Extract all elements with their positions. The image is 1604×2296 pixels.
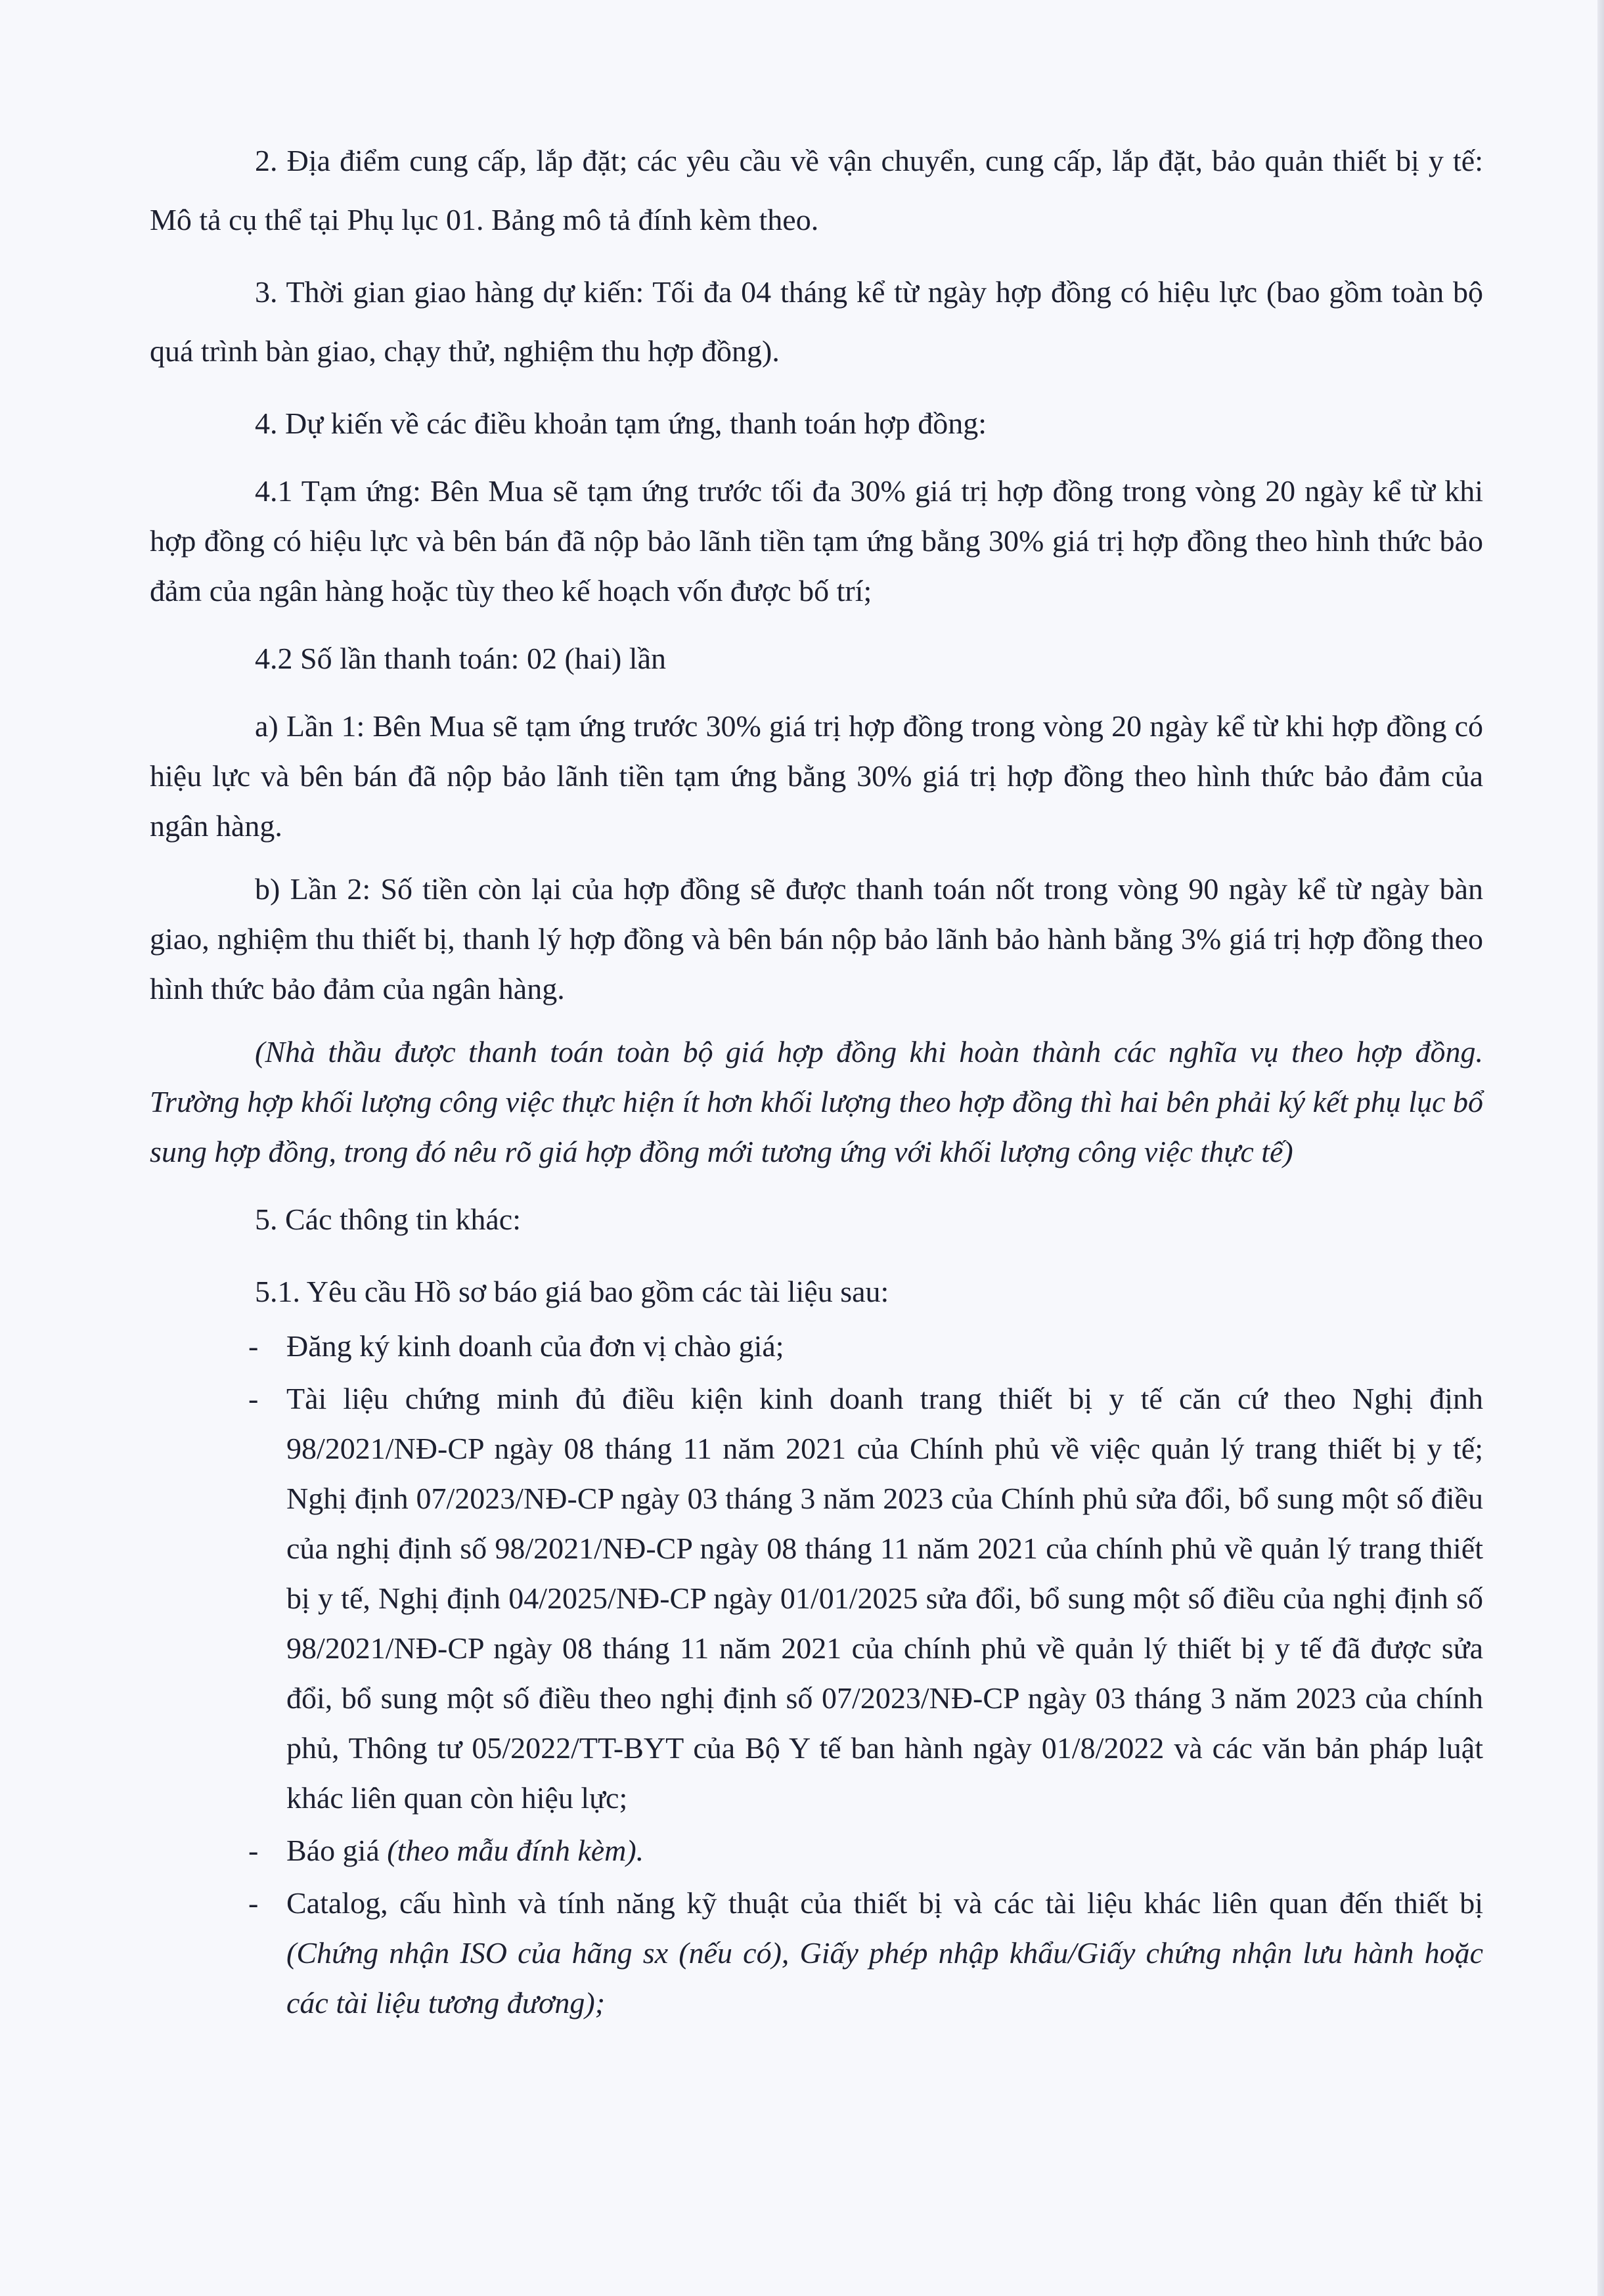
list-item	[150, 1826, 1483, 1876]
section-4-2-payment-count: 4.2 Số lần thanh toán: 02 (hai) lần	[255, 642, 666, 675]
section-5-other-info: 5. Các thông tin khác:	[255, 1203, 521, 1236]
req-business-registration: Đăng ký kinh doanh của đơn vị chào giá;	[286, 1329, 784, 1363]
section-4-2-b-second-payment: b) Lần 2: Số tiền còn lại của hợp đồng sẽ được thanh toán nốt trong vòng 90 ngày kể từ ngày bàn giao, nghiệm thu thiết bị, thanh lý hợp đồng và bên bán nộp bảo lãnh bảo hành bằng 3% giá trị hợp đồng theo hình thức bảo đảm của ngân hàng.	[150, 872, 1483, 1005]
section-2-delivery-location: 2. Địa điểm cung cấp, lắp đặt; các yêu cầu về vận chuyển, cung cấp, lắp đặt, bảo quản thiết bị y tế: Mô tả cụ thể tại Phụ lục 01. Bảng mô tả đính kèm theo.	[150, 144, 1483, 236]
dash-bullet: -	[248, 1834, 259, 1867]
list-item	[150, 1878, 1483, 2028]
req-eligibility-documents: Tài liệu chứng minh đủ điều kiện kinh doanh trang thiết bị y tế căn cứ theo Nghị định 98/2021/NĐ-CP ngày 08 tháng 11 năm 2021 của Chính phủ về việc quản lý trang thiết bị y tế; Nghị định 07/2023/NĐ-CP ngày 03 tháng 3 năm 2023 của Chính phủ sửa đổi, bổ sung một số điều của nghị định số 98/2021/NĐ-CP ngày 08 tháng 11 năm 2021 của chính phủ về quản lý trang thiết bị y tế, Nghị định 04/2025/NĐ-CP ngày 01/01/2025 sửa đổi, bổ sung một số điều của nghị định số 98/2021/NĐ-CP ngày 08 tháng 11 năm 2021 của chính phủ về quản lý thiết bị y tế đã được sửa đổi, bổ sung một số điều theo nghị định số 07/2023/NĐ-CP ngày 03 tháng 3 năm 2023 của chính phủ, Thông tư 05/2022/TT-BYT của Bộ Y tế ban hành ngày 01/8/2022 và các văn bản pháp luật khác liên quan còn hiệu lực;	[286, 1382, 1483, 1815]
scan-edge	[1597, 0, 1604, 2296]
document-page	[150, 131, 1483, 2028]
req-quotation-note: (theo mẫu đính kèm).	[387, 1834, 644, 1867]
section-3-delivery-time: 3. Thời gian giao hàng dự kiến: Tối đa 04 tháng kể từ ngày hợp đồng có hiệu lực (bao gồm toàn bộ quá trình bàn giao, chạy thử, nghiệm thu hợp đồng).	[150, 275, 1483, 368]
section-4-2-a-first-payment: a) Lần 1: Bên Mua sẽ tạm ứng trước 30% giá trị hợp đồng trong vòng 20 ngày kể từ khi hợp đồng có hiệu lực và bên bán đã nộp bảo lãnh tiền tạm ứng bằng 30% giá trị hợp đồng theo hình thức bảo đảm của ngân hàng.	[150, 709, 1483, 843]
section-4-payment-terms-heading: 4. Dự kiến về các điều khoản tạm ứng, thanh toán hợp đồng:	[255, 407, 987, 440]
list-item	[150, 1321, 1483, 1371]
req-catalog-prefix: Catalog, cấu hình và tính năng kỹ thuật của thiết bị và các tài liệu khác liên quan đến thiết bị	[286, 1886, 1483, 1920]
dash-bullet: -	[248, 1329, 259, 1363]
section-5-1-quote-requirements: 5.1. Yêu cầu Hồ sơ báo giá bao gồm các tài liệu sau:	[255, 1275, 889, 1308]
required-documents-list	[150, 1321, 1483, 2028]
req-quotation-prefix: Báo giá	[286, 1834, 388, 1867]
list-item	[150, 1374, 1483, 1823]
req-catalog-note: (Chứng nhận ISO của hãng sx (nếu có), Giấy phép nhập khẩu/Giấy chứng nhận lưu hành hoặc các tài liệu tương đương);	[286, 1936, 1483, 2020]
dash-bullet: -	[248, 1382, 259, 1415]
payment-note: (Nhà thầu được thanh toán toàn bộ giá hợp đồng khi hoàn thành các nghĩa vụ theo hợp đồng. Trường hợp khối lượng công việc thực hiện ít hơn khối lượng theo hợp đồng thì hai bên phải ký kết phụ lục bổ sung hợp đồng, trong đó nêu rõ giá hợp đồng mới tương ứng với khối lượng công việc thực tế)	[150, 1035, 1483, 1168]
section-4-1-advance-payment: 4.1 Tạm ứng: Bên Mua sẽ tạm ứng trước tối đa 30% giá trị hợp đồng trong vòng 20 ngày kể từ khi hợp đồng có hiệu lực và bên bán đã nộp bảo lãnh tiền tạm ứng bằng 30% giá trị hợp đồng theo hình thức bảo đảm của ngân hàng hoặc tùy theo kế hoạch vốn được bố trí;	[150, 474, 1483, 607]
dash-bullet: -	[248, 1886, 259, 1920]
